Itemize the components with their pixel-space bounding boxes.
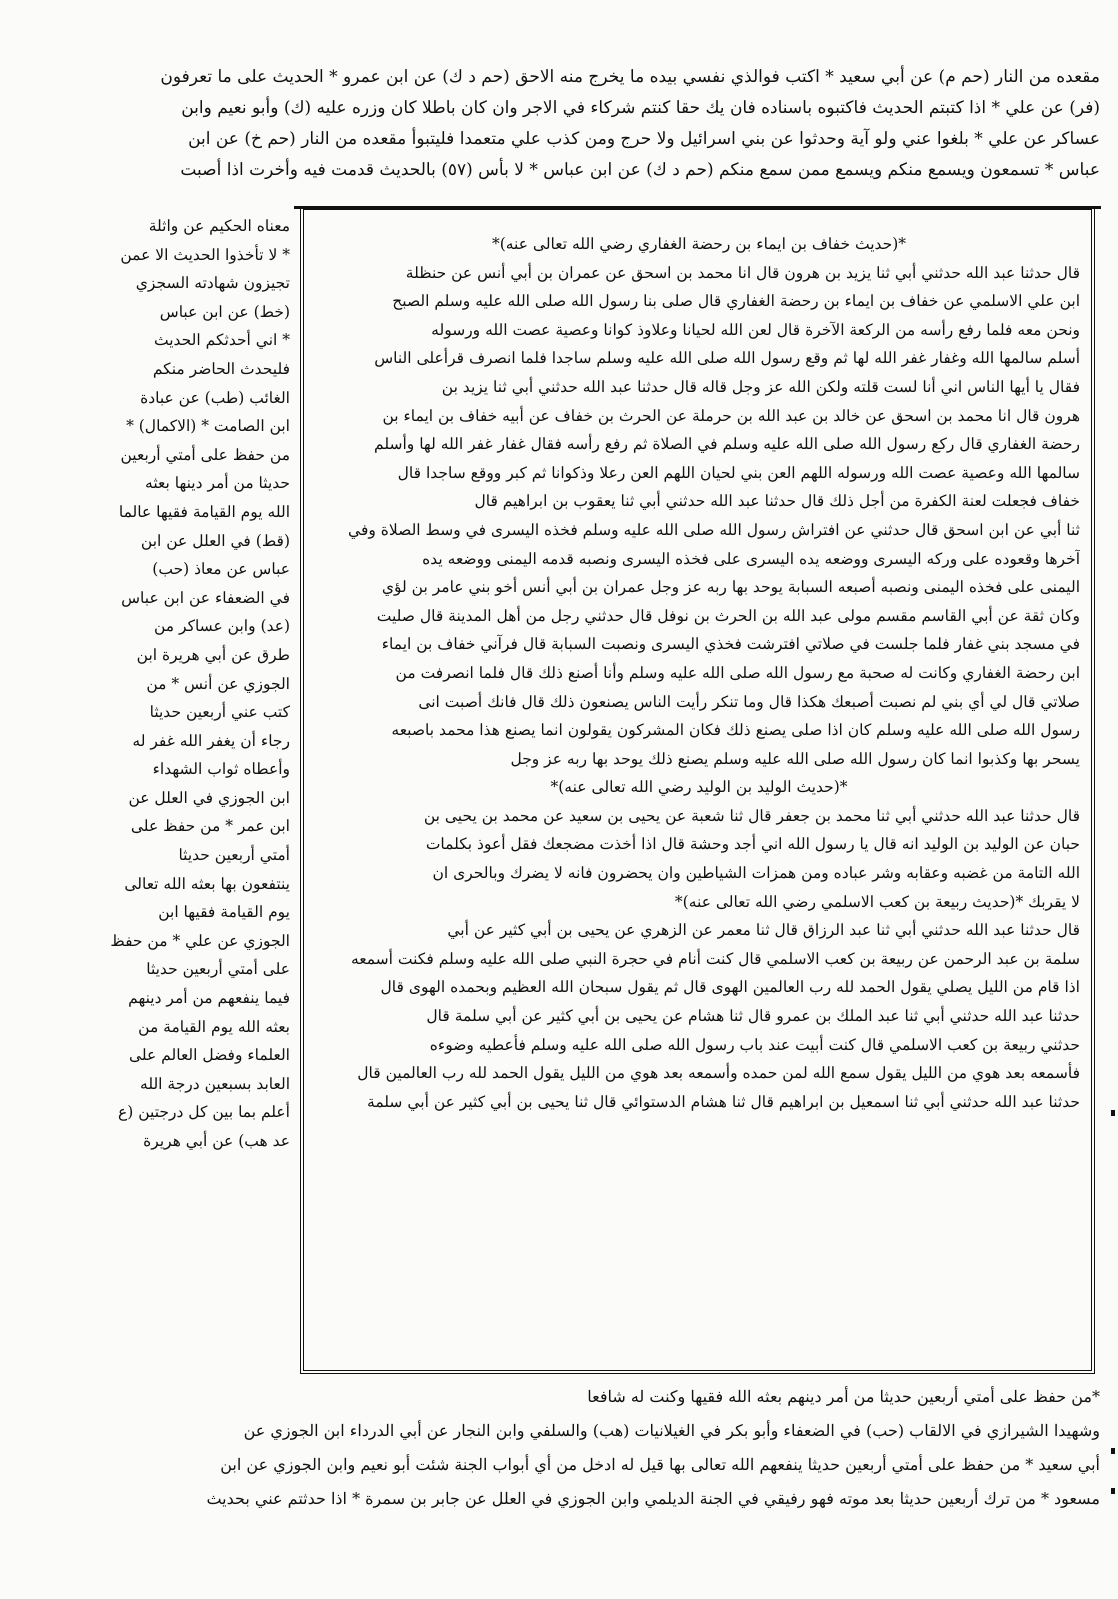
side-commentary-line: يوم القيامة فقيها ابن [158, 903, 290, 922]
main-text-line: ونحن معه فلما رفع رأسه من الركعة الآخرة قال لعن الله لحيانا وعلاوذ كوانا وعصية عصت الله ورسوله [431, 320, 1080, 339]
side-commentary-line: (خط) عن ابن عباس [159, 302, 290, 321]
side-commentary-line: ابن الصامت * (الاكمال) * [126, 417, 290, 436]
main-text-frame [300, 206, 1095, 1374]
side-commentary-line: ابن الجوزي في العلل عن [128, 788, 290, 807]
bottom-commentary-line: أبي سعيد * من حفظ على أمتي أربعين حديثا ينفعهم الله تعالى بها قيل له ادخل من أي أبواب الجنة شئت أبو نعيم وابن الجوزي عن ابن [220, 1455, 1100, 1474]
side-commentary-line: الجوزي عن علي * من حفظ [110, 931, 290, 950]
main-text-line: الله التامة من غضبه وعقابه وشر عباده ومن همزات الشياطين وان يحضرون فانه لا يضرك وبالحرى ان [432, 864, 1080, 883]
main-text-line: خفاف فجعلت لعنة الكفرة من أجل ذلك قال حدثنا عبد الله حدثني أبي ثنا يعقوب بن ابراهيم قال [474, 492, 1080, 511]
bottom-commentary-line: *من حفظ على أمتي أربعين حديثا من أمر دينهم بعثه الله فقيها وكنت له شافعا [587, 1387, 1100, 1406]
edge-mark [1111, 1448, 1115, 1454]
main-text-line: اذا قام من الليل يصلي يقول الحمد لله رب العالمين الهوى قال ثم يقول سبحان الله العظيم وبحمده الهوى قال [380, 978, 1080, 997]
side-commentary-line: عباس عن معاذ (حب) [152, 560, 290, 579]
main-text-line: ابن رحضة الغفاري وكانت له صحبة مع رسول الله صلى الله عليه وسلم وأنا أصنع ذلك قال فلما انصرفت من [395, 663, 1080, 682]
side-commentary-line: * لا تأخذوا الحديث الا عمن [120, 245, 290, 264]
side-commentary-line: ينتفعون بها بعثه الله تعالى [124, 874, 290, 893]
side-commentary-line: تجيزون شهادته السجزي [135, 274, 290, 293]
side-commentary-line: وأعطاه ثواب الشهداء [152, 760, 290, 779]
side-commentary-line: ابن عمر * من حفظ على [130, 817, 290, 836]
top-commentary-line: مقعده من النار (حم م) عن أبي سعيد * اكتب فوالذي نفسي بيده ما يخرج منه الاحق (حم د ك) عن ابن عمرو * الحديث على ما تعرفون [160, 67, 1100, 87]
main-text-line: ثنا أبي عن ابن اسحق قال حدثني عن افتراش رسول الله صلى الله عليه وسلم فخذه اليسرى في وسط الصلاة وفي [348, 520, 1080, 539]
main-text-line: هرون قال انا محمد بن اسحق عن خالد بن عبد الله بن حرملة عن الحرث بن خفاف عن أبيه خفاف بن ايماء بن [382, 406, 1080, 425]
top-commentary [100, 62, 1100, 186]
section-heading: *(حديث خفاف بن ايماء بن رحضة الغفاري رضي الله تعالى عنه)* [491, 235, 907, 253]
main-text-line: أسلم سالمها الله وغفار غفر الله لها ثم وقع رسول الله صلى الله عليه وسلم ساجدا فلما انصرف قرأعلى الناس [374, 349, 1080, 368]
main-text-line: في مسجد بني غفار فلما جلست في صلاتي افترشت فخذي اليسرى ونصبت السبابة قال فرآني خفاف بن ايماء [381, 635, 1080, 654]
top-commentary-line: عساكر عن علي * بلغوا عني ولو آية وحدثوا عن بني اسرائيل ولا حرج ومن كذب علي متعمدا فليتبوأ مقعده من النار (حم خ) عن ابن [188, 129, 1100, 149]
side-commentary-line: فيما ينفعهم من أمر دينهم [128, 989, 290, 1008]
main-text-line: فقال يا أيها الناس اني أنا لست قلته ولكن الله عز وجل قاله قال حدثنا عبد الله حدثني أبي ثنا يزيد بن [441, 377, 1080, 396]
top-commentary-line: عباس * تسمعون ويسمع منكم ويسمع ممن سمع منكم (حم د ك) عن ابن عباس * لا بأس (٥٧) بالحديث قدمت فيه وأخرت اذا أصبت [180, 160, 1100, 180]
bottom-commentary-line: مسعود * من ترك أربعين حديثا بعد موته فهو رفيقي في الجنة الديلمي وابن الجوزي في العلل عن جابر بن سمرة * اذا حدثتم عني بحديث [206, 1489, 1100, 1508]
main-text-line: ابن علي الاسلمي عن خفاف بن ايماء بن رحضة الغفاري قال صلى بنا رسول الله صلى الله عليه وسلم الصبح [392, 292, 1080, 311]
main-text-line: اليمنى على فخذه اليمنى ونصبه أصبعه السبابة يوحد بها ربه عز وجل عمران بن أبي أنس أخو بني عامر بن لؤي [381, 578, 1080, 597]
side-commentary-line: (قط) في العلل عن ابن [140, 531, 290, 550]
main-text-line: سالمها الله وعصية عصت الله ورسوله اللهم العن بني لحيان اللهم العن رعلا وذكوانا ثم كبر ووقع ساجدا قال [397, 463, 1080, 482]
side-commentary-line: عد هب) عن أبي هريرة [143, 1132, 290, 1150]
main-text-line: فأسمعه بعد هوي من الليل يقول سمع الله لمن حمده وأسمعه بعد هوي من الليل يقول الحمد لله رب العالمين قال [357, 1064, 1080, 1083]
edge-mark [1111, 1110, 1115, 1116]
bottom-commentary [105, 1380, 1100, 1516]
main-text-line: آخرها وقعوده على وركه اليسرى ووضعه يده اليسرى على فخذه اليسرى ونصبه قدمه اليمنى ووضعه يده [422, 549, 1080, 568]
top-commentary-line: (فر) عن علي * اذا كتبتم الحديث فاكتبوه باسناده فان يك حقا كنتم شركاء في الاجر وان كان باطلا كان وزره عليه (ك) وأبو نعيم وابن [181, 98, 1100, 118]
side-commentary-line: أمتي أربعين حديثا [178, 846, 290, 865]
section-heading: *(حديث الوليد بن الوليد رضي الله تعالى عنه)* [550, 778, 848, 797]
main-text-line: سلمة بن عبد الرحمن عن ربيعة بن كعب الاسلمي قال كنت أنام في حجرة النبي صلى الله عليه وسلم فكنت أسمعه [350, 949, 1080, 968]
side-commentary-line: من حفظ على أمتي أربعين [120, 445, 290, 464]
side-commentary-column [110, 212, 290, 1156]
side-commentary-line: العلماء وفضل العالم على [128, 1046, 290, 1065]
main-text-line: قال حدثنا عبد الله حدثني أبي ثنا يزيد بن هرون قال انا محمد بن اسحق عن عمران بن أبي أنس عن حنظلة [405, 263, 1080, 282]
side-commentary-line: في الضعفاء عن ابن عباس [121, 588, 290, 607]
main-text-line: قال حدثنا عبد الله حدثني أبي ثنا عبد الرزاق قال ثنا معمر عن الزهري عن يحيى بن أبي كثير عن أبي [447, 921, 1080, 940]
edge-mark [1111, 1488, 1115, 1494]
main-text-line: حبان عن الوليد بن الوليد انه قال يا رسول الله اني أجد وحشة قال اذا أخذت مضجعك فقل أعوذ بكلمات [425, 835, 1080, 854]
main-text-line: حدثني ربيعة بن كعب الاسلمي قال كنت أبيت عند باب رسول الله صلى الله عليه وسلم فأعطيه وضوءه [429, 1035, 1080, 1054]
main-text-line: رحضة الغفاري قال ركع رسول الله صلى الله عليه وسلم في الصلاة ثم رفع رأسه فقال غفار غفر الله لها وأسلم [374, 435, 1080, 454]
side-commentary-line: بعثه الله يوم القيامة من [138, 1017, 290, 1036]
main-text-line: حدثنا عبد الله حدثني أبي ثنا اسمعيل بن ابراهيم قال ثنا هشام الدستوائي قال ثنا يحيى بن أبي كثير عن أبي سلمة [367, 1092, 1080, 1111]
side-commentary-line: معناه الحكيم عن واثلة [148, 217, 290, 235]
side-commentary-line: الجوزي عن أنس * من [146, 674, 290, 693]
side-commentary-line: (عد) وابن عساكر من [154, 617, 290, 636]
main-text-line: رسول الله صلى الله عليه وسلم كان اذا صلى يصنع ذلك فكان المشركون يقولون انما يصنع هذا محمد باصبعه [391, 721, 1080, 740]
side-commentary-line: كتب عني أربعين حديثا [149, 703, 290, 722]
main-text-line: صلاتي قال لي أي بني لم نصبت أصبعك هكذا قال وما تنكر رأيت الناس يصنعون ذلك قال فانك أصبت انى [418, 692, 1080, 711]
side-commentary-line: حديثا من أمر دينها بعثه [145, 474, 290, 493]
side-commentary-line: فليحدث الحاضر منكم [152, 359, 290, 378]
side-commentary-line: الغائب (طب) عن عبادة [140, 388, 290, 407]
main-text-line: قال حدثنا عبد الله حدثني أبي ثنا محمد بن جعفر قال ثنا شعبة عن يحيى بن سعيد عن محمد بن يحيى بن [423, 806, 1080, 825]
main-text-line: لا يقربك *(حديث ربيعة بن كعب الاسلمي رضي الله تعالى عنه)* [674, 892, 1080, 911]
main-hadith-text [318, 230, 1080, 1116]
side-commentary-line: أعلم بما بين كل درجتين (ع [118, 1103, 290, 1122]
side-commentary-line: * اني أحدثكم الحديث [154, 331, 290, 350]
side-commentary-line: العابد بسبعين درجة الله [140, 1074, 290, 1093]
side-commentary-line: الله يوم القيامة فقيها عالما [118, 502, 290, 521]
side-commentary-line: على أمتي أربعين حديثا [146, 960, 290, 979]
main-text-line: وكان ثقة عن أبي القاسم مقسم مولى عبد الله بن الحرث بن نوفل قال حدثني رجل من أهل المدينة قال صليت [376, 606, 1080, 625]
bottom-commentary-line: وشهيدا الشيرازي في الالقاب (حب) في الضعفاء وأبو بكر في الغيلانيات (هب) والسلفي وابن النجار عن أبي الدرداء ابن الجوزي عن [243, 1421, 1100, 1440]
side-commentary-line: رجاء أن يغفر الله غفر له [132, 731, 290, 750]
main-text-line: يسحر بها وكذبوا انما كان رسول الله صلى الله عليه وسلم يصنع ذلك يوحد بها ربه عز وجل [510, 749, 1080, 768]
main-text-line: حدثنا عبد الله حدثني أبي ثنا عبد الملك بن عمرو قال ثنا هشام عن يحيى بن أبي كثير عن أبي سلمة قال [426, 1007, 1080, 1026]
side-commentary-line: طرق عن أبي هريرة ابن [136, 645, 290, 664]
